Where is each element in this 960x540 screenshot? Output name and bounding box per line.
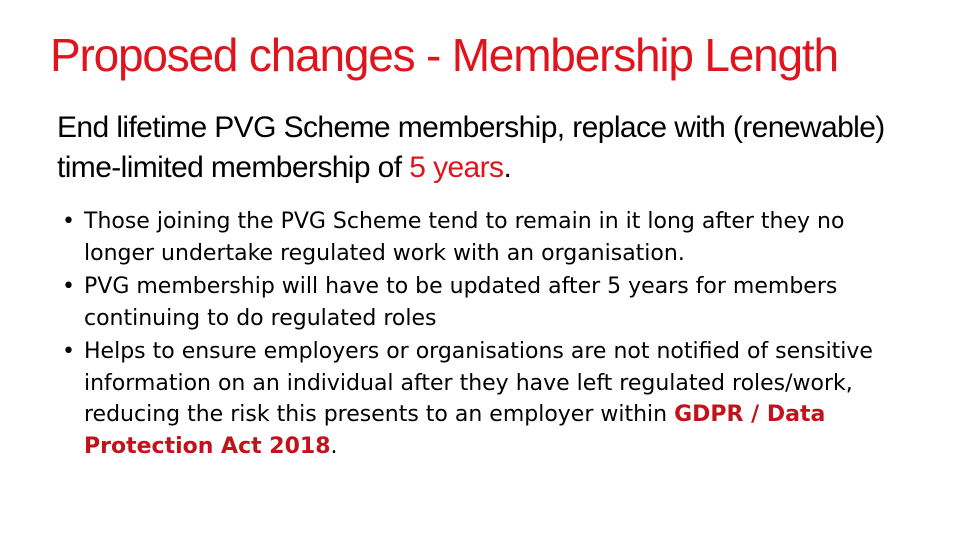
- gdpr-highlight: GDPR / Data Protection Act 2018: [84, 402, 826, 459]
- bullet-text-end: .: [330, 433, 338, 459]
- subtitle-text: End lifetime PVG Scheme membership, replace with (renewable) time-limited membership of: [57, 111, 885, 184]
- subtitle-accent: 5 years: [409, 151, 504, 184]
- bullet-glyph: •: [62, 209, 75, 234]
- bullet-text: Helps to ensure employers or organisations are not notified of sensitive information on an individual after they have left regulated roles/work, reducing the risk this presents to an employer within: [84, 339, 873, 427]
- slide-title: Proposed changes - Membership Length: [50, 29, 838, 81]
- bullet-text: Those joining the PVG Scheme tend to remain in it long after they no longer undertake regulated work with an organisation.: [84, 209, 845, 266]
- slide-subtitle: [57, 108, 937, 188]
- bullet-glyph: •: [62, 274, 75, 299]
- bullet-item: [62, 336, 882, 462]
- subtitle-end: .: [503, 151, 512, 184]
- bullet-text: PVG membership will have to be updated after 5 years for members continuing to do regulated roles: [84, 274, 838, 331]
- bullet-item: [62, 206, 882, 269]
- bullet-glyph: •: [62, 339, 75, 364]
- bullet-item: [62, 271, 882, 334]
- bullet-list: [62, 206, 882, 464]
